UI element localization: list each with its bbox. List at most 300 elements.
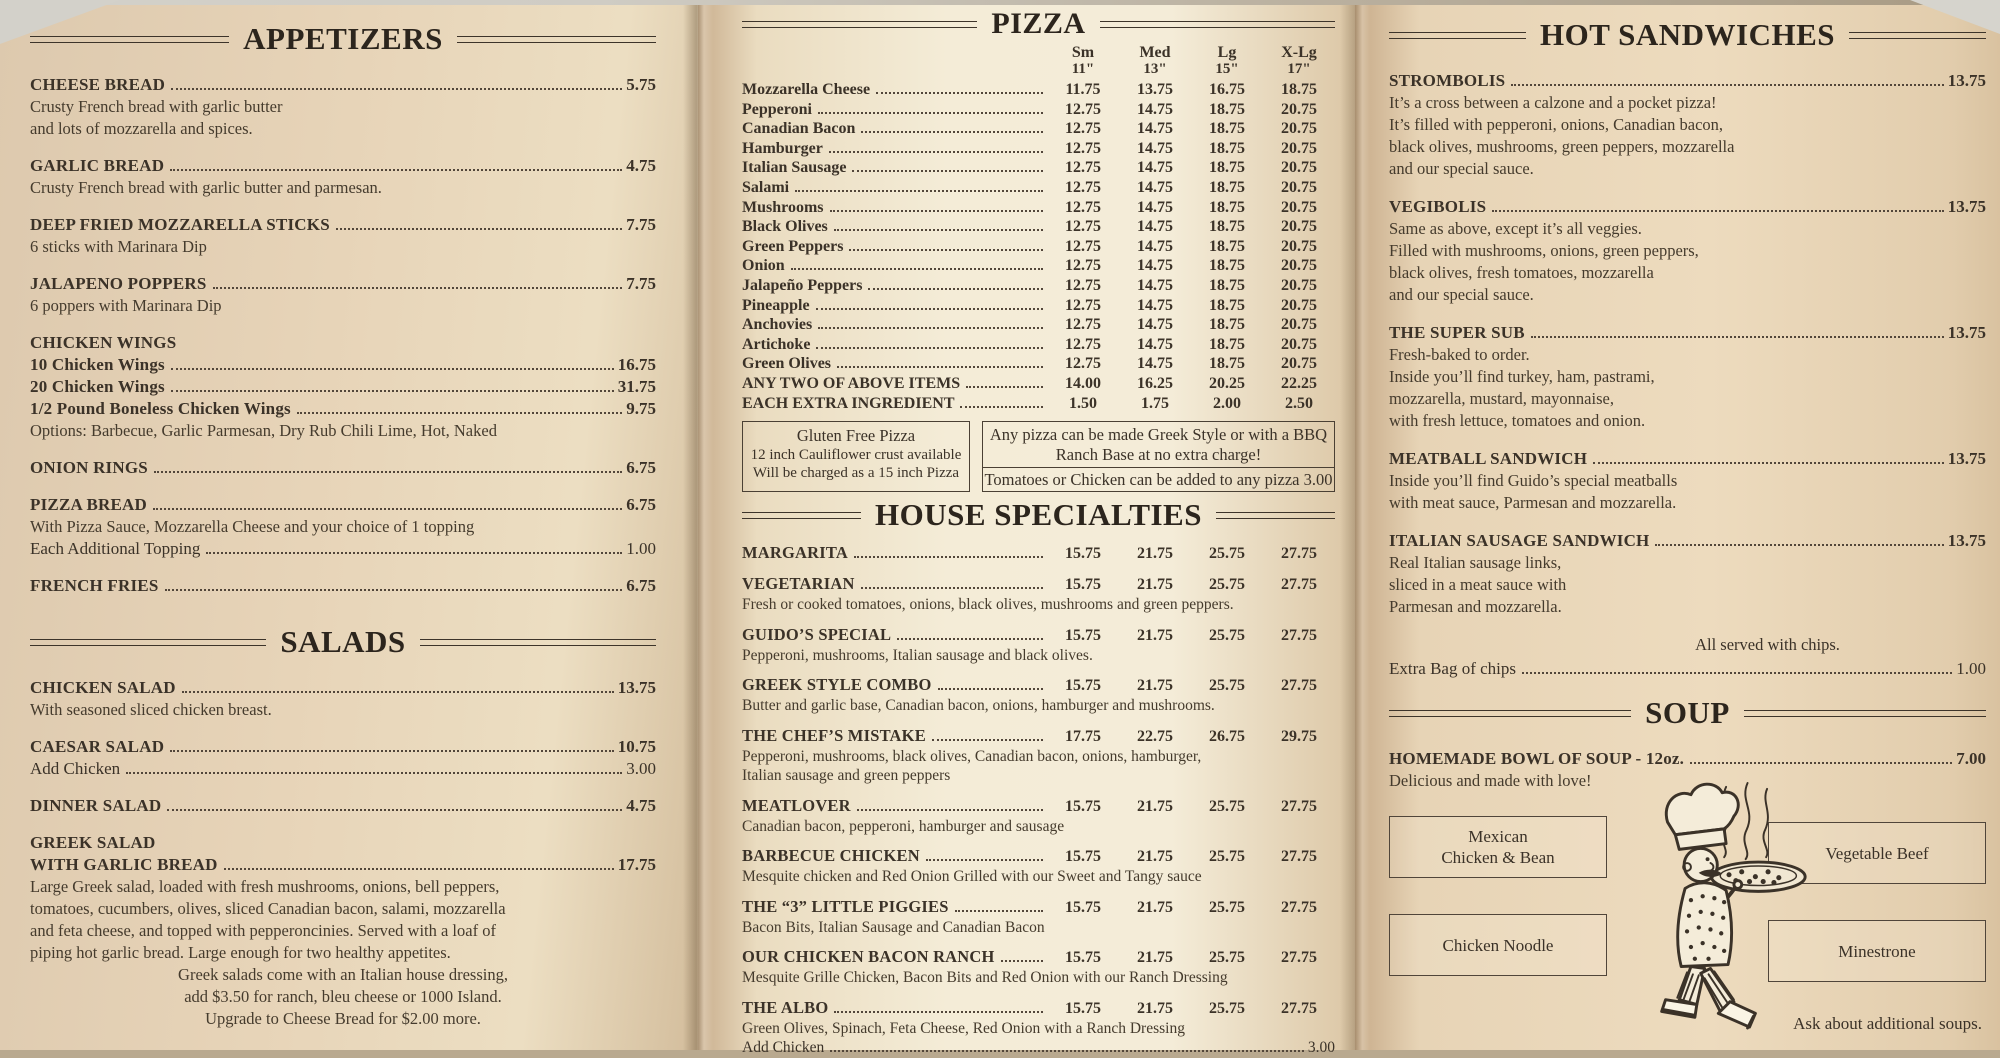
dotted-leader — [830, 210, 1044, 212]
size-price: 1.50 — [1069, 394, 1097, 412]
size-price: 27.75 — [1281, 898, 1317, 916]
price-row — [30, 398, 656, 420]
note-line: Any pizza can be made Greek Style or with a BBQ — [989, 425, 1328, 445]
size-price: 14.75 — [1137, 120, 1173, 138]
size-price: 25.75 — [1209, 999, 1245, 1017]
size-price: 20.75 — [1281, 276, 1317, 294]
size-price: 20.25 — [1209, 374, 1245, 392]
dotted-leader — [795, 190, 1043, 192]
price-row — [742, 997, 1335, 1019]
topping-name: Hamburger — [742, 139, 823, 157]
price-row — [30, 214, 656, 236]
menu-item — [30, 677, 656, 721]
menu-item — [1389, 70, 1986, 180]
note-line: Gluten Free Pizza — [796, 426, 916, 446]
left-panel-sections — [30, 20, 656, 1030]
item-name: THE “3” LITTLE PIGGIES — [742, 896, 949, 916]
size-price: 14.75 — [1137, 100, 1173, 118]
dotted-leader — [170, 750, 614, 752]
item-price: 10.75 — [617, 737, 656, 756]
size-column-header — [1263, 44, 1335, 77]
size-price: 15.75 — [1065, 999, 1101, 1017]
menu-item — [742, 997, 1335, 1058]
served-with-chips-note: All served with chips. — [1695, 635, 1840, 654]
pizza-row — [742, 198, 1335, 218]
item-description: Delicious and made with love! — [1389, 771, 1592, 790]
soup-name: Chicken Noodle — [1442, 935, 1554, 955]
dotted-leader — [876, 92, 1043, 94]
item-description: tomatoes, cucumbers, olives, sliced Canadian bacon, salami, mozzarella — [30, 899, 506, 918]
double-rule — [742, 21, 977, 28]
price-row — [742, 845, 1335, 867]
dotted-leader — [1492, 210, 1944, 212]
size-price: 18.75 — [1281, 81, 1317, 98]
item-description: With seasoned sliced chicken breast. — [30, 700, 272, 719]
size-price: 18.75 — [1209, 159, 1245, 177]
price-row — [1389, 70, 1986, 92]
menu-item — [742, 725, 1335, 786]
size-price: 15.75 — [1065, 848, 1101, 866]
dotted-leader — [126, 772, 622, 774]
item-price: 16.75 — [617, 355, 656, 374]
topping-name: Mushrooms — [742, 198, 824, 216]
item-description: with meat sauce, Parmesan and mozzarella. — [1389, 493, 1677, 512]
pizza-row — [742, 276, 1335, 296]
item-name: DINNER SALAD — [30, 796, 162, 815]
size-price: 18.75 — [1209, 100, 1245, 118]
size-price: 14.75 — [1137, 139, 1173, 157]
note-line: Tomatoes or Chicken can be added to any pizza 3.00 — [983, 467, 1334, 491]
size-price: 15.75 — [1065, 898, 1101, 916]
item-description: piping hot garlic bread. Large enough for two healthy appetites. — [30, 943, 451, 962]
item-description: Parmesan and mozzarella. — [1389, 597, 1562, 616]
dotted-leader — [932, 739, 1043, 741]
item-price: 1.00 — [1956, 659, 1986, 678]
pizza-row — [742, 158, 1335, 178]
soup-options — [1389, 816, 1986, 982]
topping-name: Green Olives — [742, 355, 832, 373]
dotted-leader — [213, 287, 623, 289]
item-name: Extra Bag of chips — [1389, 659, 1516, 678]
dotted-leader — [938, 688, 1043, 690]
dotted-leader — [1690, 762, 1952, 764]
size-price: 25.75 — [1209, 545, 1245, 563]
menu-item — [30, 457, 656, 479]
price-row — [742, 946, 1335, 968]
item-name: GREEK SALAD — [30, 833, 156, 852]
pizza-row — [742, 217, 1335, 237]
menu-item — [742, 624, 1335, 666]
size-name: X-Lg — [1281, 44, 1317, 61]
size-price: 18.75 — [1209, 237, 1245, 255]
item-description: Pepperoni, mushrooms, black olives, Canadian bacon, onions, hamburger, — [742, 747, 1202, 765]
item-description: with fresh lettuce, tomatoes and onion. — [1389, 411, 1646, 430]
item-name: 10 Chicken Wings — [30, 355, 165, 374]
dotted-leader — [1522, 672, 1952, 674]
price-row — [30, 354, 656, 376]
dotted-leader — [868, 288, 1043, 290]
menu-item — [30, 273, 656, 317]
size-price: 14.75 — [1137, 316, 1173, 334]
item-name: FRENCH FRIES — [30, 576, 159, 595]
soup-name: Chicken & Bean — [1441, 848, 1555, 867]
size-price: 22.25 — [1281, 374, 1317, 392]
item-name: GREEK STYLE COMBO — [742, 675, 932, 695]
menu-item — [1389, 322, 1986, 432]
size-price: 2.00 — [1213, 394, 1241, 412]
dotted-leader — [1001, 960, 1043, 962]
dotted-leader — [834, 1011, 1043, 1013]
item-description: 6 poppers with Marinara Dip — [30, 296, 222, 315]
house-specialties-list — [742, 542, 1335, 1058]
price-row — [1389, 658, 1986, 680]
item-price: 1.00 — [626, 539, 656, 558]
size-price: 20.75 — [1281, 316, 1317, 334]
price-row — [30, 273, 656, 295]
size-price: 14.00 — [1065, 374, 1101, 392]
size-price: 12.75 — [1065, 159, 1101, 177]
price-row — [30, 854, 656, 876]
item-description: sliced in a meat sauce with — [1389, 575, 1567, 594]
size-price: 16.25 — [1137, 374, 1173, 392]
item-description: Filled with mushrooms, onions, green peppers, — [1389, 241, 1699, 260]
dotted-leader — [153, 508, 622, 510]
item-description: It’s a cross between a calzone and a pocket pizza! — [1389, 93, 1717, 112]
item-description: With Pizza Sauce, Mozzarella Cheese and your choice of 1 topping — [30, 517, 475, 536]
size-name: Sm — [1071, 44, 1095, 61]
size-price: 15.75 — [1065, 545, 1101, 563]
price-row — [742, 542, 1335, 564]
size-price: 18.75 — [1209, 316, 1245, 334]
size-price: 12.75 — [1065, 218, 1101, 236]
soup-name: Minestrone — [1838, 941, 1916, 961]
item-description: Real Italian sausage links, — [1389, 553, 1562, 572]
pizza-row — [742, 296, 1335, 316]
dotted-leader — [1593, 462, 1944, 464]
double-rule — [1216, 512, 1335, 519]
size-price: 27.75 — [1281, 797, 1317, 815]
item-name: THE SUPER SUB — [1389, 323, 1525, 342]
menu-item — [742, 542, 1335, 564]
size-price: 12.75 — [1065, 276, 1101, 294]
size-price: 18.75 — [1209, 120, 1245, 138]
item-description: Mesquite Grille Chicken, Bacon Bits and Red Onion with our Ranch Dressing — [742, 969, 1228, 987]
size-price: 20.75 — [1281, 257, 1317, 275]
item-description: Pepperoni, mushrooms, Italian sausage and black olives. — [742, 646, 1093, 664]
item-price: 13.75 — [1947, 323, 1986, 342]
double-rule — [742, 512, 861, 519]
size-column-header — [1119, 44, 1191, 77]
size-price: 25.75 — [1209, 626, 1245, 644]
size-price: 14.75 — [1137, 335, 1173, 353]
note-line: 12 inch Cauliflower crust available — [750, 447, 962, 464]
section-header — [30, 20, 656, 58]
pizza-row — [742, 354, 1335, 374]
size-price: 14.75 — [1137, 178, 1173, 196]
item-description: Options: Barbecue, Garlic Parmesan, Dry Rub Chili Lime, Hot, Naked — [30, 421, 497, 440]
item-price: 3.00 — [626, 759, 656, 778]
size-price: 13.75 — [1137, 81, 1173, 98]
double-rule — [1744, 710, 1986, 717]
topping-name: Green Peppers — [742, 237, 844, 255]
dotted-leader — [960, 406, 1043, 408]
dotted-leader — [837, 366, 1043, 368]
size-price: 18.75 — [1209, 198, 1245, 216]
menu-item — [742, 845, 1335, 887]
item-name: HOMEMADE BOWL OF SOUP - 12oz. — [1389, 749, 1685, 768]
pizza-row — [742, 80, 1335, 100]
soup-name: Vegetable Beef — [1825, 843, 1929, 863]
topping-name: Salami — [742, 178, 790, 196]
dotted-leader — [966, 386, 1043, 388]
double-rule — [420, 639, 656, 646]
pizza-row — [742, 237, 1335, 257]
greek-style-note-box — [982, 421, 1335, 492]
pizza-notes — [742, 421, 1335, 492]
item-price: 7.75 — [626, 215, 656, 234]
size-price: 12.75 — [1065, 316, 1101, 334]
section-title: PIZZA — [991, 7, 1086, 40]
size-price: 20.75 — [1281, 355, 1317, 373]
item-name: PIZZA BREAD — [30, 495, 147, 514]
item-description: and lots of mozzarella and spices. — [30, 119, 253, 138]
item-description: Crusty French bread with garlic butter and parmesan. — [30, 178, 382, 197]
size-inches: 15" — [1215, 61, 1239, 77]
size-price: 14.75 — [1137, 296, 1173, 314]
double-rule — [457, 36, 656, 43]
size-price: 26.75 — [1209, 727, 1245, 745]
item-price: 13.75 — [617, 678, 656, 697]
size-price: 20.75 — [1281, 120, 1317, 138]
price-row — [30, 736, 656, 758]
item-description: Green Olives, Spinach, Feta Cheese, Red Onion with a Ranch Dressing — [742, 1019, 1185, 1037]
item-price: 13.75 — [1947, 449, 1986, 468]
size-price: 21.75 — [1137, 545, 1173, 563]
size-price: 14.75 — [1137, 159, 1173, 177]
size-price: 15.75 — [1065, 949, 1101, 967]
item-note: Greek salads come with an Italian house dressing, — [178, 965, 508, 984]
item-price: 9.75 — [626, 399, 656, 418]
size-price: 14.75 — [1137, 257, 1173, 275]
size-price: 27.75 — [1281, 949, 1317, 967]
size-price: 22.75 — [1137, 727, 1173, 745]
item-name: MEATBALL SANDWICH — [1389, 449, 1588, 468]
dotted-leader — [816, 308, 1043, 310]
price-row — [30, 795, 656, 817]
dotted-leader — [1531, 336, 1944, 338]
dotted-leader — [171, 88, 622, 90]
item-price: 6.75 — [626, 576, 656, 595]
item-price: 3.00 — [1307, 1039, 1335, 1057]
size-price: 21.75 — [1137, 999, 1173, 1017]
size-price: 2.50 — [1285, 394, 1313, 412]
size-price: 20.75 — [1281, 335, 1317, 353]
menu-item — [30, 332, 656, 442]
double-rule — [1389, 32, 1526, 39]
size-price: 12.75 — [1065, 198, 1101, 216]
dotted-leader — [170, 169, 622, 171]
price-row — [742, 725, 1335, 747]
item-price: 13.75 — [1947, 197, 1986, 216]
size-price: 16.75 — [1209, 81, 1245, 98]
item-description: Mesquite chicken and Red Onion Grilled with our Sweet and Tangy sauce — [742, 868, 1202, 886]
size-price: 12.75 — [1065, 139, 1101, 157]
size-price: 15.75 — [1065, 677, 1101, 695]
topping-name: Jalapeño Peppers — [742, 276, 863, 294]
size-price: 15.75 — [1065, 576, 1101, 594]
dotted-leader — [818, 327, 1043, 329]
item-description: Inside you’ll find Guido’s special meatballs — [1389, 471, 1678, 490]
dotted-leader — [336, 228, 622, 230]
item-name: CHEESE BREAD — [30, 75, 166, 94]
size-price: 25.75 — [1209, 576, 1245, 594]
section-title: SOUP — [1645, 695, 1730, 730]
double-rule — [30, 639, 266, 646]
item-description: Fresh-baked to order. — [1389, 345, 1530, 364]
item-description: Italian sausage and green peppers — [742, 767, 951, 785]
size-price: 21.75 — [1137, 626, 1173, 644]
size-inches: 11" — [1071, 61, 1095, 77]
item-name: ONION RINGS — [30, 458, 148, 477]
size-price: 18.75 — [1209, 296, 1245, 314]
size-price: 12.75 — [1065, 100, 1101, 118]
menu-item — [742, 573, 1335, 615]
topping-name: Italian Sausage — [742, 159, 847, 177]
price-row — [1389, 748, 1986, 770]
menu-item — [1389, 530, 1986, 618]
dotted-leader — [955, 910, 1043, 912]
size-price: 18.75 — [1209, 139, 1245, 157]
item-name: MARGARITA — [742, 543, 848, 563]
double-rule — [1389, 710, 1631, 717]
price-row — [30, 155, 656, 177]
pizza-row — [742, 256, 1335, 276]
pizza-row — [742, 100, 1335, 120]
price-row — [742, 1038, 1335, 1058]
size-inches: 13" — [1143, 61, 1167, 77]
topping-name: EACH EXTRA INGREDIENT — [742, 394, 955, 412]
dotted-leader — [849, 249, 1043, 251]
item-description: 6 sticks with Marinara Dip — [30, 237, 207, 256]
size-price: 20.75 — [1281, 296, 1317, 314]
size-price: 20.75 — [1281, 218, 1317, 236]
menu-item — [1389, 196, 1986, 306]
size-price: 21.75 — [1137, 898, 1173, 916]
dotted-leader — [834, 229, 1043, 231]
pizza-row — [742, 374, 1335, 394]
size-price: 12.75 — [1065, 237, 1101, 255]
size-price: 1.75 — [1141, 394, 1169, 412]
menu-item — [1389, 448, 1986, 514]
dotted-leader — [171, 368, 614, 370]
topping-name: Black Olives — [742, 218, 828, 236]
size-price: 15.75 — [1065, 797, 1101, 815]
dotted-leader — [1511, 84, 1943, 86]
section-header-hot-sandwiches — [1389, 16, 1986, 54]
soup-name: Mexican — [1468, 827, 1528, 846]
size-price: 14.75 — [1137, 355, 1173, 373]
note-line: Will be charged as a 15 inch Pizza — [752, 465, 960, 482]
item-name: CAESAR SALAD — [30, 737, 165, 756]
size-price: 25.75 — [1209, 797, 1245, 815]
size-price: 18.75 — [1209, 355, 1245, 373]
size-price: 12.75 — [1065, 355, 1101, 373]
size-price: 20.75 — [1281, 139, 1317, 157]
menu-item — [742, 896, 1335, 938]
double-rule — [30, 36, 229, 43]
menu-item — [30, 575, 656, 597]
item-name: VEGIBOLIS — [1389, 197, 1487, 216]
note-lines — [983, 422, 1334, 467]
item-price: 13.75 — [1947, 531, 1986, 550]
size-price: 29.75 — [1281, 727, 1317, 745]
menu-item — [30, 832, 656, 1030]
item-name: BARBECUE CHICKEN — [742, 846, 920, 866]
double-rule — [1100, 21, 1335, 28]
topping-name: Canadian Bacon — [742, 120, 856, 138]
size-price: 27.75 — [1281, 999, 1317, 1017]
item-name: Add Chicken — [30, 759, 121, 778]
size-column-header — [1047, 44, 1119, 77]
item-price: 31.75 — [617, 377, 656, 396]
size-price: 25.75 — [1209, 898, 1245, 916]
item-description: Bacon Bits, Italian Sausage and Canadian Bacon — [742, 918, 1045, 936]
size-price: 27.75 — [1281, 576, 1317, 594]
section-title: SALADS — [280, 624, 406, 659]
size-price: 12.75 — [1065, 296, 1101, 314]
size-price: 27.75 — [1281, 677, 1317, 695]
dotted-leader — [224, 868, 614, 870]
chef-with-pizza-illustration — [1607, 776, 1812, 1036]
size-price: 25.75 — [1209, 677, 1245, 695]
item-description: Same as above, except it’s all veggies. — [1389, 219, 1642, 238]
item-price: 7.75 — [626, 274, 656, 293]
item-description: Canadian bacon, pepperoni, hamburger and sausage — [742, 817, 1065, 835]
size-price: 20.75 — [1281, 237, 1317, 255]
pizza-size-header — [742, 44, 1335, 77]
middle-panel — [698, 0, 1355, 1057]
size-price: 27.75 — [1281, 848, 1317, 866]
section-title: HOUSE SPECIALTIES — [875, 497, 1202, 533]
price-row — [30, 457, 656, 479]
section-title: APPETIZERS — [243, 21, 443, 56]
item-name: JALAPENO POPPERS — [30, 274, 207, 293]
topping-name: Pepperoni — [742, 100, 812, 118]
dotted-leader — [829, 151, 1043, 153]
topping-name: Anchovies — [742, 316, 813, 334]
dotted-leader — [171, 390, 614, 392]
item-name: GARLIC BREAD — [30, 156, 165, 175]
dotted-leader — [897, 638, 1043, 640]
price-row — [1389, 448, 1986, 470]
dotted-leader — [167, 809, 622, 811]
topping-name: Mozzarella Cheese — [742, 81, 871, 98]
pizza-row — [742, 394, 1335, 414]
dotted-leader — [165, 589, 623, 591]
menu-item — [742, 674, 1335, 716]
soup-option-box — [1389, 816, 1607, 878]
menu-item — [30, 214, 656, 258]
size-name: Med — [1139, 44, 1171, 61]
size-price: 20.75 — [1281, 178, 1317, 196]
dotted-leader — [1655, 544, 1943, 546]
price-row — [30, 538, 656, 560]
section-header-house-specialties — [742, 496, 1335, 534]
item-name: MEATLOVER — [742, 795, 851, 815]
item-description: and our special sauce. — [1389, 159, 1534, 178]
price-row — [1389, 530, 1986, 552]
topping-name: Pineapple — [742, 296, 810, 314]
